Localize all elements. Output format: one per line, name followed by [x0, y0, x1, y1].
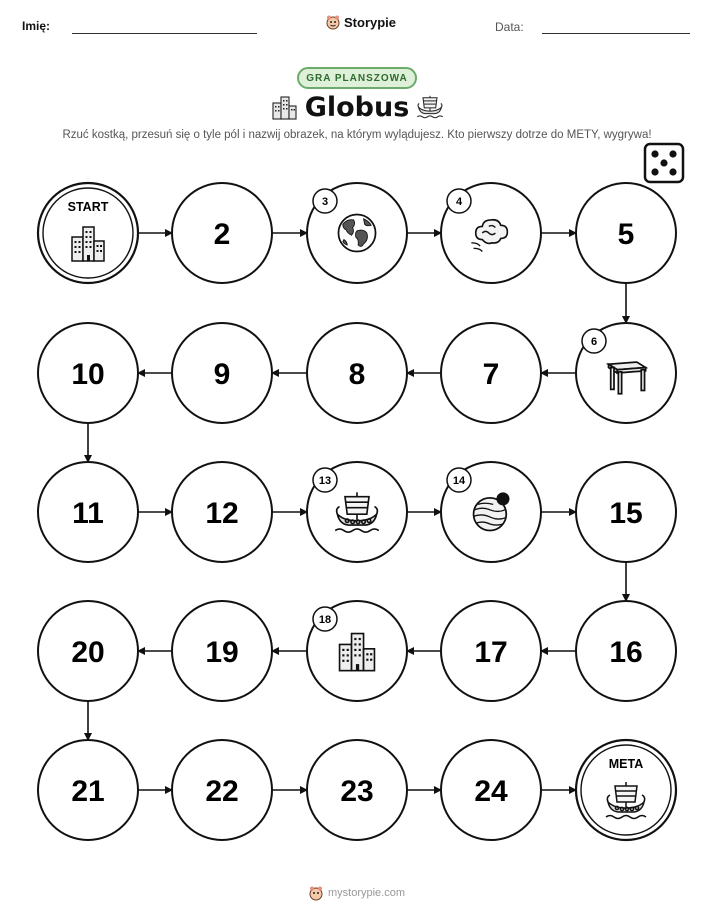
footer [0, 885, 714, 901]
board-space [172, 183, 272, 283]
space-number: 12 [205, 497, 239, 530]
space-number: 18 [318, 614, 332, 626]
storypie-mascot-icon [309, 885, 323, 901]
board-space [441, 601, 541, 701]
picture-space [307, 601, 407, 701]
space-number: 17 [474, 636, 508, 669]
space-number: 6 [590, 336, 598, 348]
space-number: 15 [609, 497, 643, 530]
board-space [441, 740, 541, 840]
globe-icon [338, 214, 375, 251]
board-space [307, 323, 407, 423]
finish-label: META [608, 757, 644, 771]
space-number: 20 [71, 636, 105, 669]
footer-site: mystorypie.com [327, 887, 406, 899]
space-number: 11 [72, 497, 104, 530]
board-space [172, 740, 272, 840]
space-number: 14 [452, 475, 466, 487]
space-number: 16 [609, 636, 643, 669]
space-number: 13 [318, 475, 332, 487]
board-space [441, 323, 541, 423]
picture-space [307, 462, 407, 562]
board-space [307, 740, 407, 840]
space-number: 19 [205, 636, 239, 669]
start-space [38, 183, 138, 283]
space-number: 9 [213, 358, 231, 391]
board-space [38, 323, 138, 423]
space-number: 22 [205, 775, 239, 808]
space-number: 5 [617, 218, 635, 251]
finish-space [576, 740, 676, 840]
space-number: 7 [482, 358, 500, 391]
board-space [38, 462, 138, 562]
game-type-badge: GRA PLANSZOWA [297, 67, 417, 89]
space-number: 2 [213, 218, 231, 251]
board-space [38, 601, 138, 701]
board-space [576, 462, 676, 562]
picture-space [441, 462, 541, 562]
space-number: 23 [340, 775, 374, 808]
space-number: 24 [474, 775, 508, 808]
instructions-text: Rzuć kostką, przesuń się o tyle pól i nazwij obrazek, na którym wylądujesz. Kto pierwszy dotrze do METY, wygrywa! [62, 129, 652, 141]
board-space [172, 323, 272, 423]
name-label: Imię: [22, 19, 51, 33]
space-number: 8 [348, 358, 366, 391]
space-number: 21 [71, 775, 105, 808]
picture-space [307, 183, 407, 283]
picture-space [441, 183, 541, 283]
picture-space [576, 323, 676, 423]
space-number: 3 [321, 196, 329, 208]
board-space [576, 601, 676, 701]
brand-name: Storypie [344, 14, 397, 30]
page-title: Globus [304, 92, 410, 123]
start-label: START [67, 200, 109, 214]
space-number: 4 [455, 196, 463, 208]
space-number: 10 [71, 358, 105, 391]
date-label: Data: [495, 20, 524, 34]
board-space [172, 462, 272, 562]
board-space [576, 183, 676, 283]
board-space [172, 601, 272, 701]
board-space [38, 740, 138, 840]
